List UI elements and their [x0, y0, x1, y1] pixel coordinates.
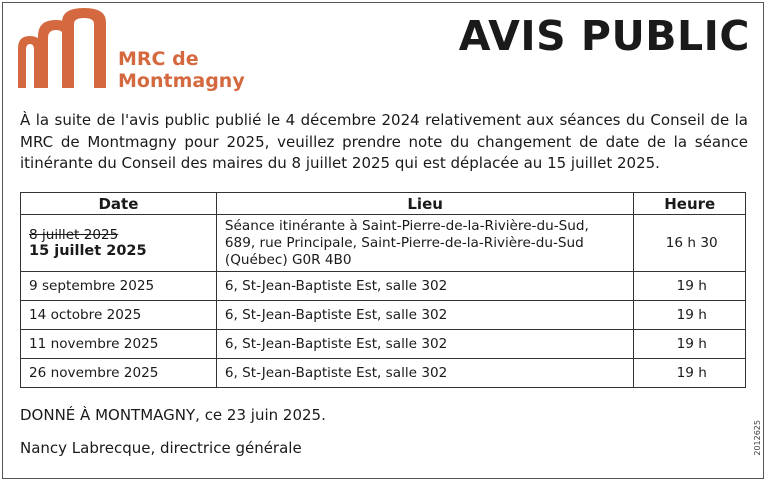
heure-cell: 16 h 30	[634, 215, 746, 272]
new-date: 15 juillet 2025	[29, 243, 147, 259]
date-cell: 9 septembre 2025	[21, 272, 217, 301]
given-statement: DONNÉ À MONTMAGNY, ce 23 juin 2025.	[20, 406, 326, 424]
lieu-cell	[216, 215, 634, 272]
intro-paragraph: À la suite de l'avis public publié le 4 décembre 2024 relativement aux séances du Conseil de la MRC de Montmagny pour 2025, veuillez prendre note du changement de date de la séance itinérante du Conseil des maires du 8 juillet 2025 qui est déplacée au 15 juillet 2025.	[20, 111, 748, 172]
table-row	[21, 359, 746, 388]
schedule-table	[20, 192, 746, 388]
logo-line-2: Montmagny	[118, 70, 245, 92]
signature: Nancy Labrecque, directrice générale	[20, 439, 302, 457]
old-date: 8 juillet 2025	[29, 227, 119, 243]
lieu-line-3: (Québec) G0R 4B0	[224, 251, 352, 268]
lieu-cell: 6, St-Jean-Baptiste Est, salle 302	[216, 359, 634, 388]
lieu-line-1: Séance itinérante à Saint-Pierre-de-la-Rivière-du-Sud,	[224, 217, 589, 234]
logo-text	[118, 48, 245, 92]
header-lieu: Lieu	[216, 193, 634, 215]
table-row	[21, 215, 746, 272]
heure-cell: 19 h	[634, 359, 746, 388]
lieu-cell: 6, St-Jean-Baptiste Est, salle 302	[216, 272, 634, 301]
date-cell	[21, 215, 217, 272]
date-cell: 14 octobre 2025	[21, 301, 217, 330]
document-code: 2012625	[753, 420, 762, 456]
header-heure: Heure	[634, 193, 746, 215]
heure-cell: 19 h	[634, 272, 746, 301]
heure-cell: 19 h	[634, 330, 746, 359]
date-cell: 26 novembre 2025	[21, 359, 217, 388]
table-header-row	[21, 193, 746, 215]
lieu-cell: 6, St-Jean-Baptiste Est, salle 302	[216, 301, 634, 330]
date-cell: 11 novembre 2025	[21, 330, 217, 359]
header-date: Date	[21, 193, 217, 215]
page-title: AVIS PUBLIC	[458, 12, 750, 60]
lieu-cell: 6, St-Jean-Baptiste Est, salle 302	[216, 330, 634, 359]
table-row	[21, 272, 746, 301]
lieu-line-2: 689, rue Principale, Saint-Pierre-de-la-Rivière-du-Sud	[224, 234, 584, 251]
logo-line-1: MRC de	[118, 48, 199, 70]
heure-cell: 19 h	[634, 301, 746, 330]
table-row	[21, 301, 746, 330]
table-row	[21, 330, 746, 359]
